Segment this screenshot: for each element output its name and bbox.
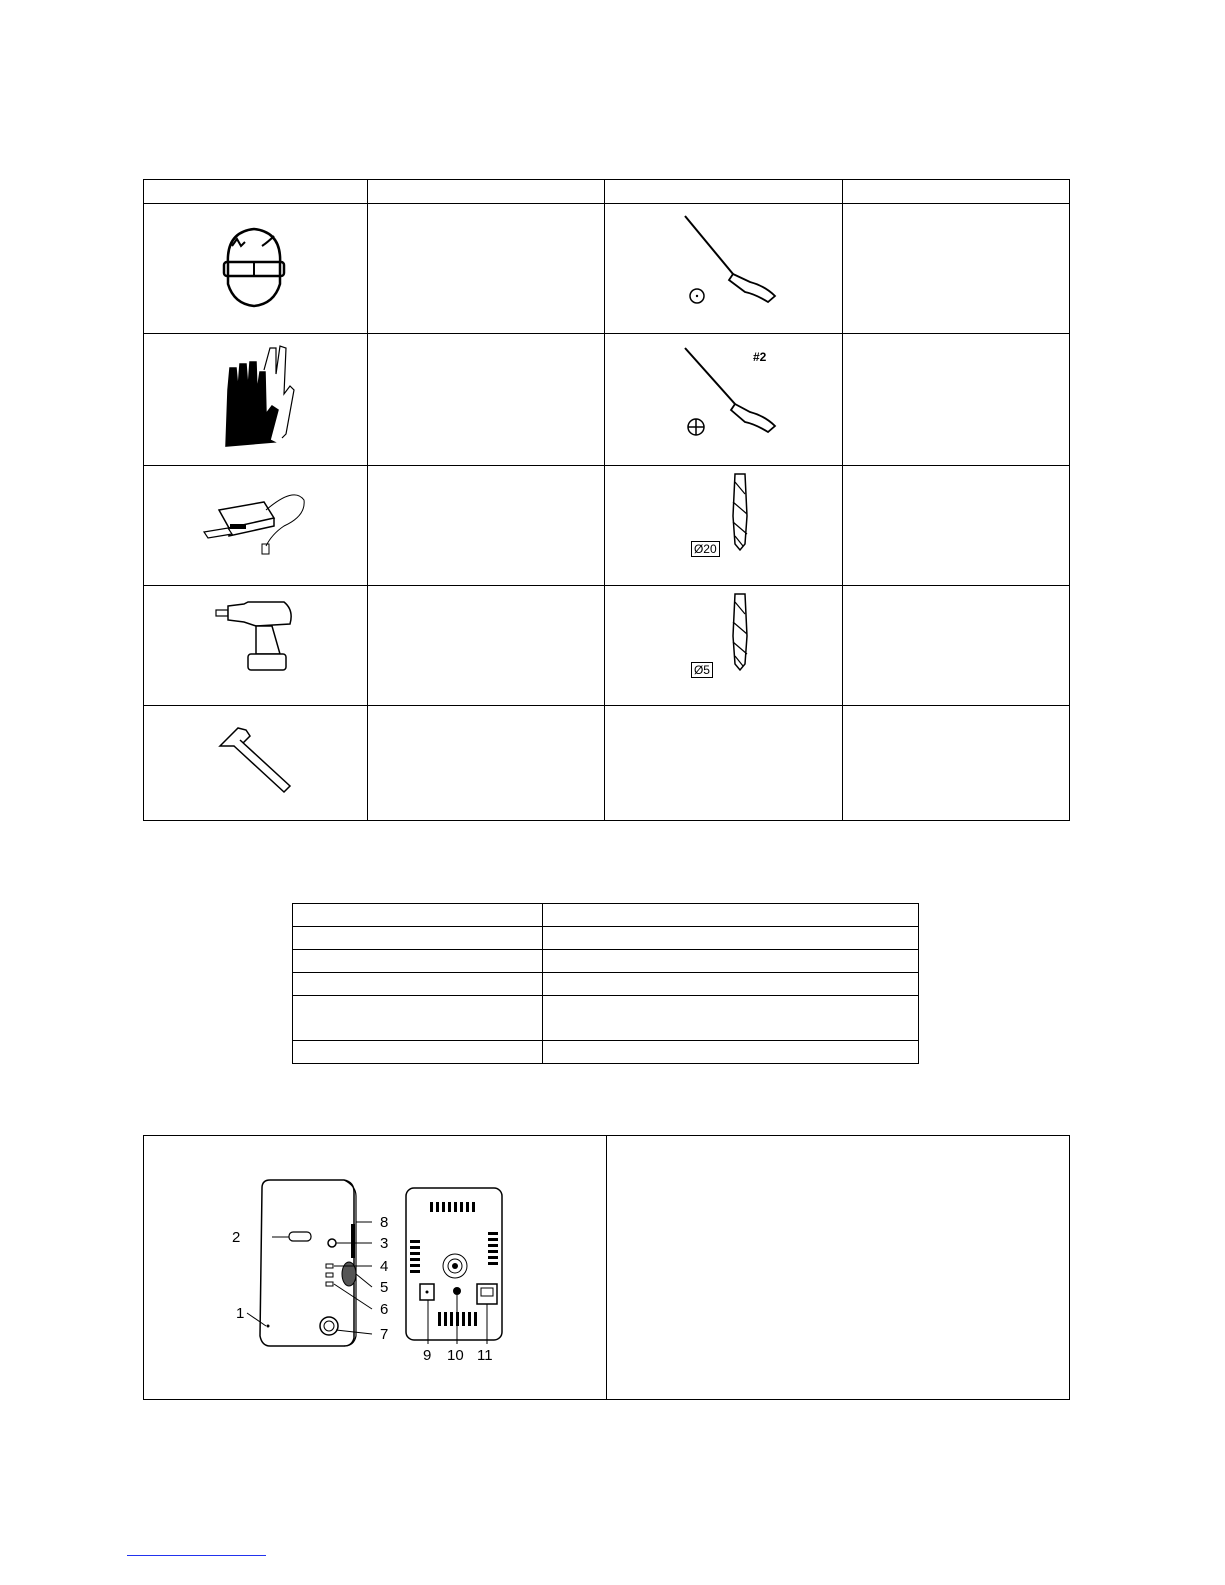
- device-desc-cell: [607, 1136, 1070, 1400]
- spec-value-cell: [542, 904, 918, 927]
- callout-7: 7: [380, 1326, 389, 1343]
- callout-10: 10: [447, 1347, 464, 1364]
- tool-image-cell: [144, 466, 368, 586]
- device-figure-cell: [144, 1136, 607, 1400]
- tool-image-cell: [144, 586, 368, 706]
- spec-label-cell: [293, 950, 543, 973]
- drill-bit-small-icon: [605, 586, 842, 700]
- spec-row: [293, 927, 919, 950]
- cordless-drill-icon: [144, 586, 367, 700]
- flat-screwdriver-icon: [605, 204, 842, 328]
- spec-table: [292, 903, 919, 1064]
- tool-desc-cell: [842, 334, 1069, 466]
- tools-row: [144, 586, 1070, 706]
- callout-1: 1: [236, 1305, 245, 1322]
- tool-desc-cell: [368, 466, 605, 586]
- tool-image-cell: [604, 334, 842, 466]
- spec-row: [293, 950, 919, 973]
- tool-image-cell: [144, 334, 368, 466]
- hammer-icon: [144, 706, 367, 815]
- header-cell: [144, 180, 368, 204]
- spec-value-cell: [542, 1041, 918, 1064]
- spec-label-cell: [293, 973, 543, 996]
- tools-header-row: [144, 180, 1070, 204]
- drill-bit-size-tag: Ø5: [691, 662, 713, 678]
- tool-desc-cell: [842, 466, 1069, 586]
- tool-image-cell: [144, 706, 368, 821]
- spec-value-cell: [542, 927, 918, 950]
- tool-desc-cell: [368, 586, 605, 706]
- callout-6: 6: [380, 1301, 389, 1318]
- spec-value-cell: [542, 996, 918, 1041]
- header-cell: [368, 180, 605, 204]
- callout-8: 8: [380, 1214, 389, 1231]
- spec-row: [293, 1041, 919, 1064]
- callout-4: 4: [380, 1258, 389, 1275]
- tool-desc-cell: [842, 706, 1069, 821]
- tool-desc-cell: [368, 706, 605, 821]
- callout-3: 3: [380, 1235, 389, 1252]
- screwdriver-size-tag: #2: [752, 350, 767, 364]
- tool-image-cell: [144, 204, 368, 334]
- tool-image-cell: [604, 586, 842, 706]
- tool-desc-cell: [368, 334, 605, 466]
- callout-11: 11: [477, 1347, 493, 1364]
- tool-image-cell: [604, 204, 842, 334]
- phillips-screwdriver-icon: [605, 334, 842, 460]
- safety-goggles-icon: [144, 204, 367, 328]
- network-adapter-icon: [144, 466, 367, 580]
- spec-label-cell: [293, 904, 543, 927]
- spec-row: [293, 973, 919, 996]
- spec-row: [293, 996, 919, 1041]
- tools-row: [144, 466, 1070, 586]
- tools-table: [143, 179, 1070, 821]
- tool-image-cell: [604, 466, 842, 586]
- spec-label-cell: [293, 996, 543, 1041]
- tool-desc-cell: [842, 586, 1069, 706]
- tools-row: [144, 706, 1070, 821]
- spec-value-cell: [542, 950, 918, 973]
- tools-row: [144, 204, 1070, 334]
- callout-2: 2: [232, 1229, 241, 1246]
- spec-value-cell: [542, 973, 918, 996]
- tools-row: [144, 334, 1070, 466]
- callout-5: 5: [380, 1279, 389, 1296]
- spec-label-cell: [293, 927, 543, 950]
- drill-bit-size-tag: Ø20: [691, 541, 720, 557]
- tool-image-cell: [604, 706, 842, 821]
- device-figure-table: [143, 1135, 1070, 1400]
- tool-desc-cell: [842, 204, 1069, 334]
- callout-9: 9: [423, 1347, 432, 1364]
- header-cell: [842, 180, 1069, 204]
- tool-desc-cell: [368, 204, 605, 334]
- footer-link-underline[interactable]: [127, 1555, 266, 1556]
- device-diagram: [144, 1136, 606, 1394]
- drill-bit-large-icon: [605, 466, 842, 580]
- header-cell: [604, 180, 842, 204]
- spec-label-cell: [293, 1041, 543, 1064]
- spec-row: [293, 904, 919, 927]
- work-gloves-icon: [144, 334, 367, 460]
